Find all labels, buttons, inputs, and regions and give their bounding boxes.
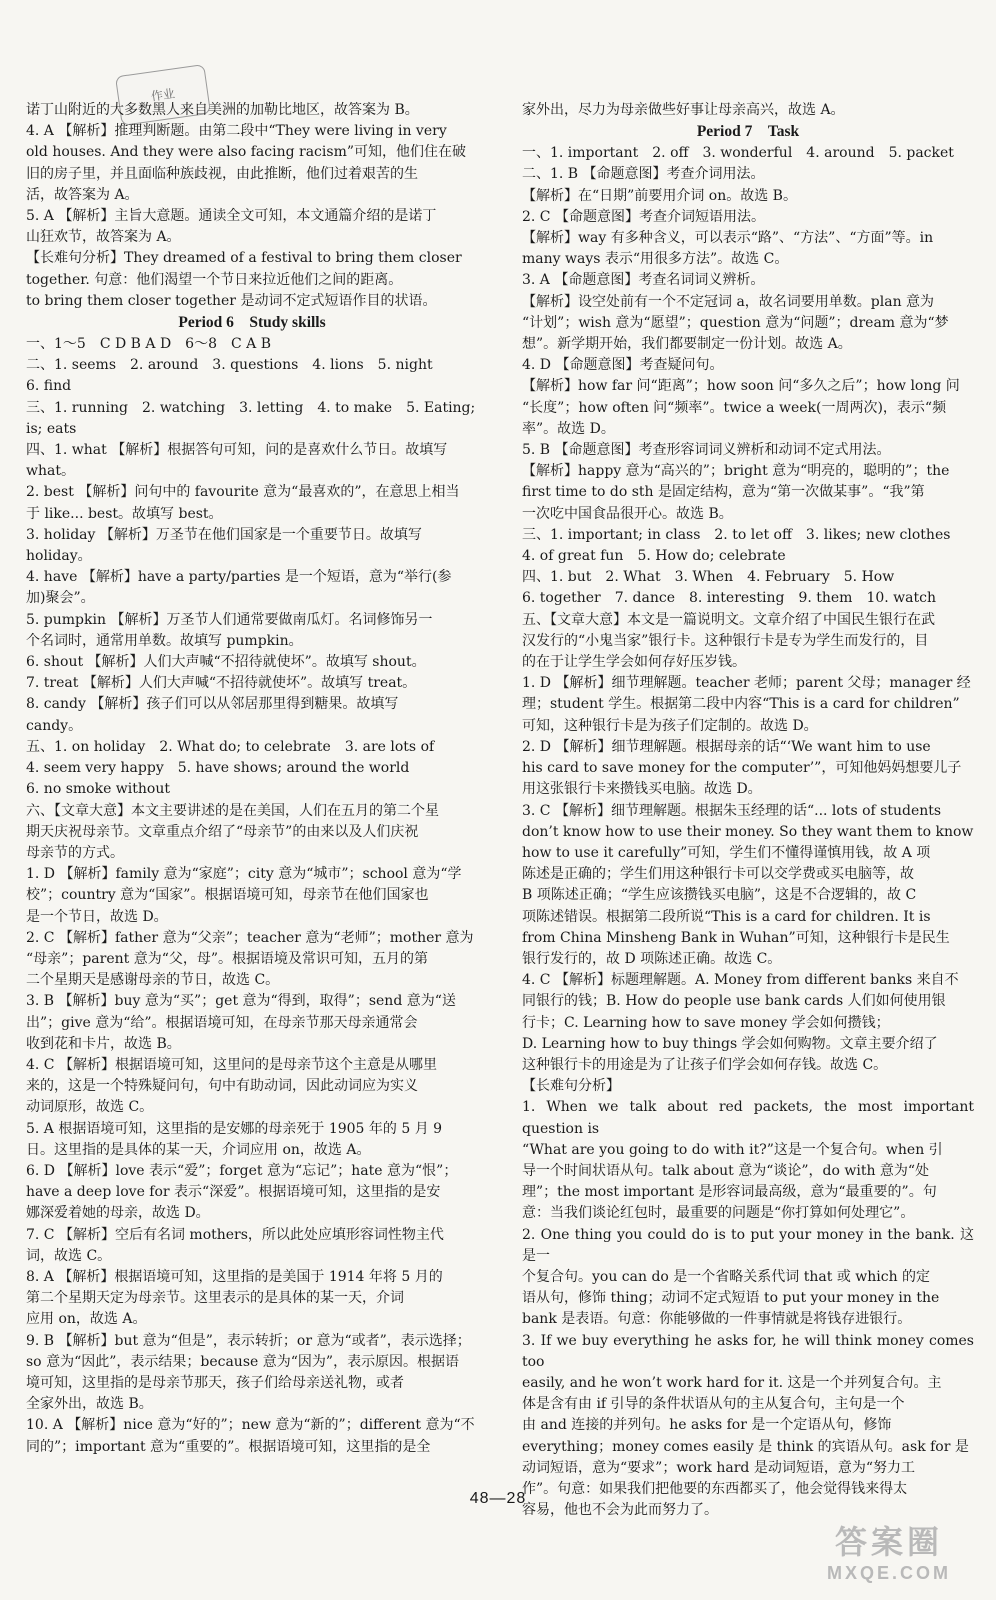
text-line: so 意为“因此”，表示结果；because 意为“因为”，表示原因。根据语 — [26, 1353, 460, 1370]
text-line: 二个星期天是感谢母亲的节日，故选 C。 — [26, 972, 280, 989]
text-line: bank 是表语。句意：你能够做的一件事情就是将钱存进银行。 — [522, 1311, 912, 1328]
text-line: everything；money comes easily 是 think 的宾语从句。ask for 是 — [522, 1438, 969, 1455]
text-line: 容易，他也不会为此而努力了。 — [522, 1502, 718, 1519]
text-line: 理”；the most important 是形容词最高级，意为“最重要的”。句 — [522, 1184, 937, 1201]
text-line: is; eats — [26, 420, 77, 437]
text-line: 二、1. B 【命题意图】考查介词用法。 — [522, 166, 765, 183]
text-line: 山狂欢节，故答案为 A。 — [26, 229, 181, 246]
text-line: B 项陈述正确；“学生应该攒钱买电脑”，这是不合逻辑的，故 C — [522, 887, 917, 904]
text-line: 1. D 【解析】family 意为“家庭”；city 意为“城市”；school 意为“学 — [26, 866, 462, 883]
text-line: 个名词时，通常用单数。故填写 pumpkin。 — [26, 632, 303, 649]
text-line: together. 句意：他们渴望一个节日来拉近他们之间的距离。 — [26, 271, 403, 288]
text-line: 6. no smoke without — [26, 781, 170, 798]
text-line: 是一个节日，故选 D。 — [26, 908, 168, 925]
text-line: 词，故选 C。 — [26, 1247, 112, 1264]
text-line: 5. A 根据语境可知，这里指的是安娜的母亲死于 1905 年的 5 月 9 — [26, 1120, 443, 1137]
text-line: 四、1. but 2. What 3. When 4. February 5. How — [522, 569, 895, 586]
text-line: 3. If we buy everything he asks for, he will think money comes too — [522, 1332, 974, 1370]
text-line: 5. pumpkin 【解析】万圣节人们通常要做南瓜灯。名词修饰另一 — [26, 611, 433, 628]
text-line: 可知，这种银行卡是为孩子们定制的。故选 D。 — [522, 717, 818, 734]
text-line: 六、【文章大意】本文主要讲述的是在美国，人们在五月的第二个星 — [26, 802, 439, 819]
text-line: 4. D 【命题意图】考查疑问句。 — [522, 357, 724, 374]
text-line: 6. D 【解析】love 表示“爱”；forget 意为“忘记”；hate 意为“恨”； — [26, 1162, 458, 1179]
text-line: 校”；country 意为“国家”。根据语境可知，母亲节在他们国家也 — [26, 887, 429, 904]
text-line: 意：当我们谈论红包时，最重要的问题是“你打算如何处理它”。 — [522, 1205, 915, 1222]
text-line: 4. C 【解析】标题理解题。A. Money from different banks 来自不 — [522, 972, 959, 989]
text-line: 1. When we talk about red packets, the most important question is — [522, 1099, 974, 1137]
text-line: 于 like... best。故填写 best。 — [26, 505, 223, 522]
text-line: to bring them closer together 是动词不定式短语作目的状语。 — [26, 292, 437, 309]
text-line: 家外出，尽力为母亲做些好事让母亲高兴，故选 A。 — [522, 102, 845, 118]
section-heading: Period 7 Task — [696, 123, 800, 141]
text-line: 收到花和卡片，故选 B。 — [26, 1035, 181, 1052]
text-line: 由 and 连接的并列句。he asks for 是一个定语从句，修饰 — [522, 1417, 892, 1434]
text-line: 动词原形，故选 C。 — [26, 1099, 154, 1116]
text-line: 5. B 【命题意图】考查形容词词义辨析和动词不定式用法。 — [522, 442, 891, 459]
watermark-en: MXQE.COM — [826, 1563, 951, 1583]
text-line: 4. A 【解析】推理判断题。由第二段中“They were living in very — [26, 123, 447, 140]
text-line: many ways 表示“用很多方法”。故选 C。 — [522, 251, 789, 268]
text-line: “What are you going to do with it?”这是一个复合句。when 引 — [522, 1141, 943, 1158]
text-line: 6. together 7. dance 8. interesting 9. them 10. watch — [522, 590, 936, 607]
text-line: 行卡；C. Learning how to save money 学会如何攒钱； — [522, 1014, 890, 1031]
text-line: 五、【文章大意】本文是一篇说明文。文章介绍了中国民生银行在武 — [522, 611, 935, 628]
text-line: 加)聚会”。 — [26, 590, 95, 607]
text-line: 3. C 【解析】细节理解题。根据朱玉经理的话“... lots of students — [522, 802, 942, 819]
text-line: how to use it carefully”可知，学生们不懂得谨慎用钱，故 A 项 — [522, 844, 931, 861]
text-line: 3. B 【解析】buy 意为“买”；get 意为“得到，取得”；send 意为“送 — [26, 993, 456, 1010]
text-line: 日。这里指的是具体的某一天，介词应用 on，故选 A。 — [26, 1141, 371, 1158]
text-line: first time to do sth 是固定结构，意为“第一次做某事”。“我”第 — [522, 484, 925, 501]
text-line: 动词短语，意为“要求”；work hard 是动词短语，意为“努力工 — [522, 1459, 915, 1476]
text-line: 项陈述错误。根据第二段所说“This is a card for children. It is — [522, 908, 931, 925]
text-line: D. Learning how to buy things 学会如何购物。文章主要介绍了 — [522, 1035, 938, 1052]
text-line: 【解析】way 有多种含义，可以表示“路”、“方法”、“方面”等。in — [522, 230, 934, 247]
watermark-cn: 答案圈 — [834, 1524, 943, 1560]
text-line: old houses. And they were also facing racism”可知，他们住在破 — [26, 144, 466, 161]
text-line: 诺丁山附近的大多数黑人来自美洲的加勒比地区，故答案为 B。 — [26, 102, 419, 118]
text-line: 二、1. seems 2. around 3. questions 4. lions 5. night — [26, 357, 433, 374]
text-line: 三、1. running 2. watching 3. letting 4. to make 5. Eating; — [26, 399, 476, 416]
text-line: 四、1. what 【解析】根据答句可知，问的是喜欢什么节日。故填写 — [26, 442, 448, 459]
text-line: 8. A 【解析】根据语境可知，这里指的是美国于 1914 年将 5 月的 — [26, 1268, 443, 1285]
text-line: “母亲”；parent 意为“父，母”。根据语境及常识可知，五月的第 — [26, 950, 429, 967]
text-line: 一、1～5 C D B A D 6～8 C A B — [26, 336, 271, 353]
text-line: 【解析】设空处前有一个不定冠词 a，故名词要用单数。plan 意为 — [522, 293, 935, 310]
text-line: 6. find — [26, 378, 72, 395]
text-line: 率”。故选 D。 — [522, 420, 615, 437]
text-line: 母亲节的方式。 — [26, 844, 124, 861]
right-column — [522, 100, 974, 1521]
text-line: 用这张银行卡来攒钱买电脑。故选 D。 — [522, 781, 762, 798]
text-line: 一、1. important 2. off 3. wonderful 4. around 5. packet — [522, 145, 954, 162]
text-line: 境可知，这里指的是母亲节那天，孩子们给母亲送礼物，或者 — [26, 1374, 404, 1391]
text-line: 理；student 学生。根据第二段中内容“This is a card for children” — [522, 696, 960, 713]
text-line: 2. C 【解析】father 意为“父亲”；teacher 意为“老师”；mother 意为 — [26, 929, 474, 946]
text-line: 导一个时间状语从句。talk about 意为“谈论”，do with 意为“处 — [522, 1162, 930, 1179]
text-line: 三、1. important; in class 2. to let off 3. likes; new clothes — [522, 526, 951, 543]
text-line: his card to save money for the computer’”，可知他妈妈想要儿子 — [522, 760, 962, 777]
text-line: 2. best 【解析】问句中的 favourite 意为“最喜欢的”，在意思上相当 — [26, 484, 460, 501]
text-line: 全家外出，故选 B。 — [26, 1396, 153, 1413]
text-line: 【长难句分析】 — [522, 1078, 620, 1095]
text-line: 7. treat 【解析】人们大声喊“不招待就使坏”。故填写 treat。 — [26, 675, 417, 692]
text-line: don’t know how to use their money. So they want them to know — [522, 823, 974, 840]
text-line: from China Minsheng Bank in Wuhan”可知，这种银行卡是民生 — [522, 929, 950, 946]
text-line: 10. A 【解析】nice 意为“好的”；new 意为“新的”；different 意为“不 — [26, 1417, 475, 1434]
text-line: candy。 — [26, 717, 83, 734]
text-line: 想”。新学期开始，我们都要制定一份计划。故选 A。 — [522, 336, 852, 353]
text-line: 3. A 【命题意图】考查名词词义辨析。 — [522, 272, 765, 289]
text-line: 作”。句意：如果我们把他要的东西都买了，他会觉得钱来得太 — [522, 1481, 908, 1497]
text-line: 4. of great fun 5. How do; celebrate — [522, 548, 786, 565]
text-line: 2. One thing you could do is to put your money in the bank. 这是一 — [522, 1226, 974, 1264]
text-line: what。 — [26, 463, 75, 480]
text-line: 2. C 【命题意图】考查介词短语用法。 — [522, 208, 765, 225]
text-line: have a deep love for 表示“深爱”。根据语境可知，这里指的是安 — [26, 1184, 441, 1201]
text-line: 出”；give 意为“给”。根据语境可知，在母亲节那天母亲通常会 — [26, 1014, 418, 1031]
text-line: 4. seem very happy 5. have shows; around the world — [26, 760, 410, 777]
text-line: 银行发行的，故 D 项陈述正确。故选 C。 — [522, 950, 782, 967]
text-line: 这种银行卡的用途是为了让孩子们学会如何存钱。故选 C。 — [522, 1056, 888, 1073]
text-line: 5. A 【解析】主旨大意题。通读全文可知，本文通篇介绍的是诺丁 — [26, 208, 437, 225]
text-line: 应用 on，故选 A。 — [26, 1311, 147, 1328]
text-line: 来的，这是一个特殊疑问句，句中有助动词，因此动词应为实义 — [26, 1078, 418, 1095]
text-line: 【长难句分析】They dreamed of a festival to bring them closer — [26, 250, 462, 267]
text-line: 4. C 【解析】根据语境可知，这里问的是母亲节这个主意是从哪里 — [26, 1056, 437, 1073]
text-line: 语从句，修饰 thing；动词不定式短语 to put your money in the — [522, 1290, 940, 1307]
text-line: 五、1. on holiday 2. What do; to celebrate 3. are lots of — [26, 738, 435, 755]
text-line: 汉发行的“小鬼当家”银行卡。这种银行卡是专为学生而发行的，目 — [522, 632, 929, 649]
stamp-text: 作业 — [150, 86, 176, 104]
text-line: 体是含有由 if 引导的条件状语从句的主从复合句，主句是一个 — [522, 1396, 905, 1413]
page-number: 48—28 — [469, 1490, 527, 1507]
text-line: 3. holiday 【解析】万圣节在他们国家是一个重要节日。故填写 — [26, 526, 422, 543]
text-line: 【解析】在“日期”前要用介词 on。故选 B。 — [522, 187, 797, 204]
text-line: 的在于让学生学会如何存好压岁钱。 — [522, 654, 746, 671]
text-line: “长度”；how often 问“频率”。twice a week(一周两次)，表示“频 — [522, 399, 947, 416]
text-line: 娜深爱着她的母亲，故选 D。 — [26, 1205, 210, 1222]
text-line: holiday。 — [26, 548, 92, 565]
text-line: 【解析】happy 意为“高兴的”；bright 意为“明亮的，聪明的”；the — [522, 463, 950, 480]
text-line: 6. shout 【解析】人们大声喊“不招待就使坏”。故填写 shout。 — [26, 654, 426, 671]
section-heading: Period 6 Study skills — [178, 314, 326, 332]
text-line: 期天庆祝母亲节。文章重点介绍了“母亲节”的由来以及人们庆祝 — [26, 823, 419, 840]
text-line: easily, and he won’t work hard for it. 这是一个并列复合句。主 — [522, 1374, 942, 1391]
text-line: 旧的房子里，并且面临种族歧视，由此推断，他们过着艰苦的生 — [26, 165, 418, 182]
text-line: 活，故答案为 A。 — [26, 186, 139, 203]
watermark-logo — [800, 1522, 978, 1586]
text-line: 9. B 【解析】but 意为“但是”，表示转折；or 意为“或者”，表示选择； — [26, 1332, 471, 1349]
text-line: 4. have 【解析】have a party/parties 是一个短语，意为“举行(参 — [26, 569, 452, 586]
text-line: 一次吃中国食品很开心。故选 B。 — [522, 505, 733, 522]
text-line: 8. candy 【解析】孩子们可以从邻居那里得到糖果。故填写 — [26, 696, 399, 713]
text-line: 7. C 【解析】空后有名词 mothers，所以此处应填形容词性物主代 — [26, 1226, 444, 1243]
text-line: 【解析】how far 问“距离”；how soon 问“多久之后”；how long 问 — [522, 378, 960, 395]
text-line: 同银行的钱；B. How do people use bank cards 人们如何使用银 — [522, 993, 946, 1010]
text-line: 陈述是正确的；学生们用这种银行卡可以交学费或买电脑等，故 — [522, 866, 914, 883]
text-line: 2. D 【解析】细节理解题。根据母亲的话“‘We want him to use — [522, 738, 931, 755]
text-line: 个复合句。you can do 是一个省略关系代词 that 或 which 的定 — [522, 1268, 931, 1285]
left-column — [26, 100, 478, 1458]
text-line: 第二个星期天定为母亲节。这里表示的是具体的某一天，介词 — [26, 1290, 404, 1307]
text-line: 1. D 【解析】细节理解题。teacher 老师；parent 父母；manager 经 — [522, 675, 971, 692]
text-line: 同的”；important 意为“重要的”。根据语境可知，这里指的是全 — [26, 1438, 431, 1455]
text-line: “计划”；wish 意为“愿望”；question 意为“问题”；dream 意为“梦 — [522, 314, 949, 331]
